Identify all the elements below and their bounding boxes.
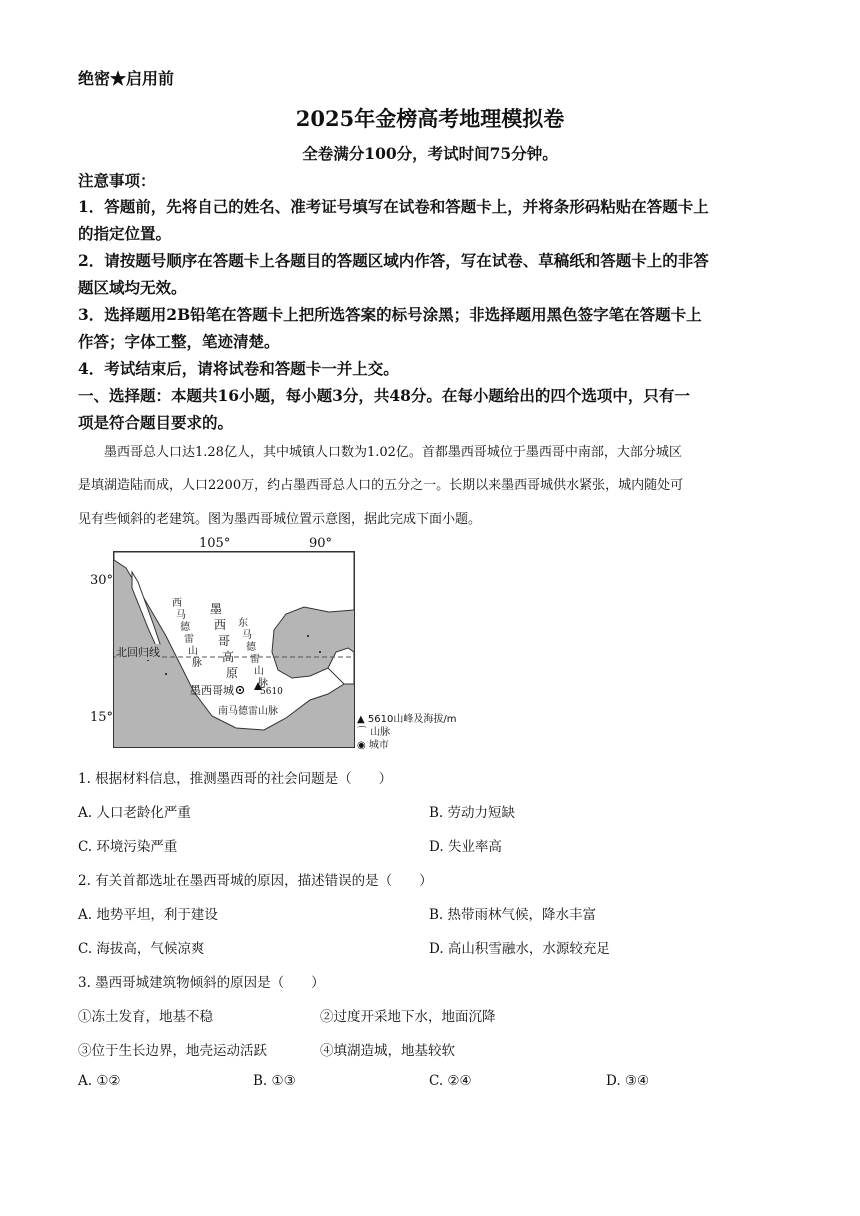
east-range-char: 雷: [250, 654, 260, 665]
material-line: 墨西哥总人口达1.28亿人，其中城镇人口数为1.02亿。首都墨西哥城位于墨西哥中南部，大部分城区: [104, 445, 682, 460]
legend-peak: ▲ 5610山峰及海拔/m: [357, 714, 457, 725]
q2-option-b[interactable]: B. 热带雨林气候，降水丰富: [429, 907, 597, 923]
q3-option-d[interactable]: D. ③④: [606, 1073, 650, 1089]
note-line: 题区域均无效。: [78, 278, 187, 297]
exam-subtitle: 全卷满分100分，考试时间75分钟。: [302, 144, 558, 163]
note-line: 的指定位置。: [78, 224, 172, 243]
q3-statement-3: ③位于生长边界，地壳运动活跃: [78, 1043, 267, 1059]
west-range-char: 西: [172, 598, 182, 609]
note-line: 3．选择题用2B铅笔在答题卡上把所选答案的标号涂黑；非选择题用黑色签字笔在答题卡上: [78, 305, 702, 324]
plateau-char: 原: [226, 666, 239, 680]
mexico-city-location-map: [113, 551, 355, 748]
city-label: 墨西哥城: [190, 684, 234, 697]
q1-option-b[interactable]: B. 劳动力短缺: [429, 805, 516, 821]
peak-label: 5610: [260, 687, 283, 697]
legend-range: ⌒ 山脉: [357, 727, 391, 738]
confidential-mark: 绝密★启用前: [78, 69, 175, 88]
west-range-char: 脉: [192, 658, 202, 669]
q1-option-c[interactable]: C. 环境污染严重: [78, 839, 178, 855]
tropic-label: 北回归线: [116, 646, 160, 659]
plateau-char: 西: [214, 618, 227, 632]
legend-peak-text: 5610山峰及海拔/m: [367, 714, 457, 725]
plateau-char: 高: [222, 650, 235, 664]
exam-title: 2025年金榜高考地理模拟卷: [295, 106, 565, 131]
q3-option-b[interactable]: B. ①③: [253, 1073, 296, 1089]
question-3-stem: 3. 墨西哥城建筑物倾斜的原因是（ ）: [78, 975, 325, 991]
section-heading: 一、选择题：本题共16小题，每小题3分，共48分。在每小题给出的四个选项中，只有一: [78, 386, 690, 405]
notes-heading: 注意事项：: [78, 171, 156, 190]
q1-option-a[interactable]: A. 人口老龄化严重: [78, 805, 191, 821]
map-lon-90: 90°: [309, 536, 333, 551]
note-line: 1．答题前，先将自己的姓名、准考证号填写在试卷和答题卡上，并将条形码粘贴在答题卡上: [78, 197, 709, 216]
legend-city: ◉ 城市: [357, 740, 389, 751]
note-line: 作答；字体工整，笔迹清楚。: [78, 332, 280, 351]
west-range-char: 山: [188, 646, 198, 657]
q2-option-d[interactable]: D. 高山积雪融水，水源较充足: [429, 941, 610, 957]
q2-option-c[interactable]: C. 海拔高，气候凉爽: [78, 941, 205, 957]
east-range-char: 马: [242, 630, 252, 641]
q3-option-a[interactable]: A. ①②: [78, 1073, 121, 1089]
south-range-label: 南马德雷山脉: [218, 706, 278, 717]
material-line: 是填湖造陆而成，人口2200万，约占墨西哥总人口的五分之一。长期以来墨西哥城供水紧张，城内随处可: [78, 478, 684, 493]
legend-range-text: 山脉: [370, 727, 391, 738]
q3-statement-1: ①冻土发育，地基不稳: [78, 1009, 213, 1025]
note-line: 2．请按题号顺序在答题卡上各题目的答题区域内作答，写在试卷、草稿纸和答题卡上的非答: [78, 251, 709, 270]
east-range-char: 德: [246, 642, 256, 653]
question-1-stem: 1. 根据材料信息，推测墨西哥的社会问题是（ ）: [78, 771, 393, 787]
west-range-char: 德: [180, 622, 190, 633]
material-line: 见有些倾斜的老建筑。图为墨西哥城位置示意图，据此完成下面小题。: [78, 512, 482, 527]
section-heading-cont: 项是符合题目要求的。: [78, 413, 234, 432]
q2-option-a[interactable]: A. 地势平坦，利于建设: [78, 907, 218, 923]
map-lat-30: 30°: [90, 573, 114, 588]
q3-option-c[interactable]: C. ②④: [429, 1073, 472, 1089]
east-range-char: 脉: [258, 678, 268, 689]
east-range-char: 山: [254, 666, 264, 677]
map-lat-15: 15°: [90, 710, 114, 725]
west-range-char: 马: [176, 610, 186, 621]
map-lon-105: 105°: [199, 536, 231, 551]
q3-statement-2: ②过度开采地下水，地面沉降: [320, 1009, 496, 1025]
west-range-char: 雷: [184, 634, 194, 645]
east-range-char: 东: [238, 618, 248, 629]
plateau-char: 墨: [210, 602, 223, 616]
legend-city-text: 城市: [368, 740, 389, 751]
q3-statement-4: ④填湖造城，地基较软: [320, 1043, 455, 1059]
question-2-stem: 2. 有关首都选址在墨西哥城的原因，描述错误的是（ ）: [78, 873, 433, 889]
note-line: 4．考试结束后，请将试卷和答题卡一并上交。: [78, 359, 399, 378]
plateau-char: 哥: [218, 634, 231, 648]
q1-option-d[interactable]: D. 失业率高: [429, 839, 502, 855]
